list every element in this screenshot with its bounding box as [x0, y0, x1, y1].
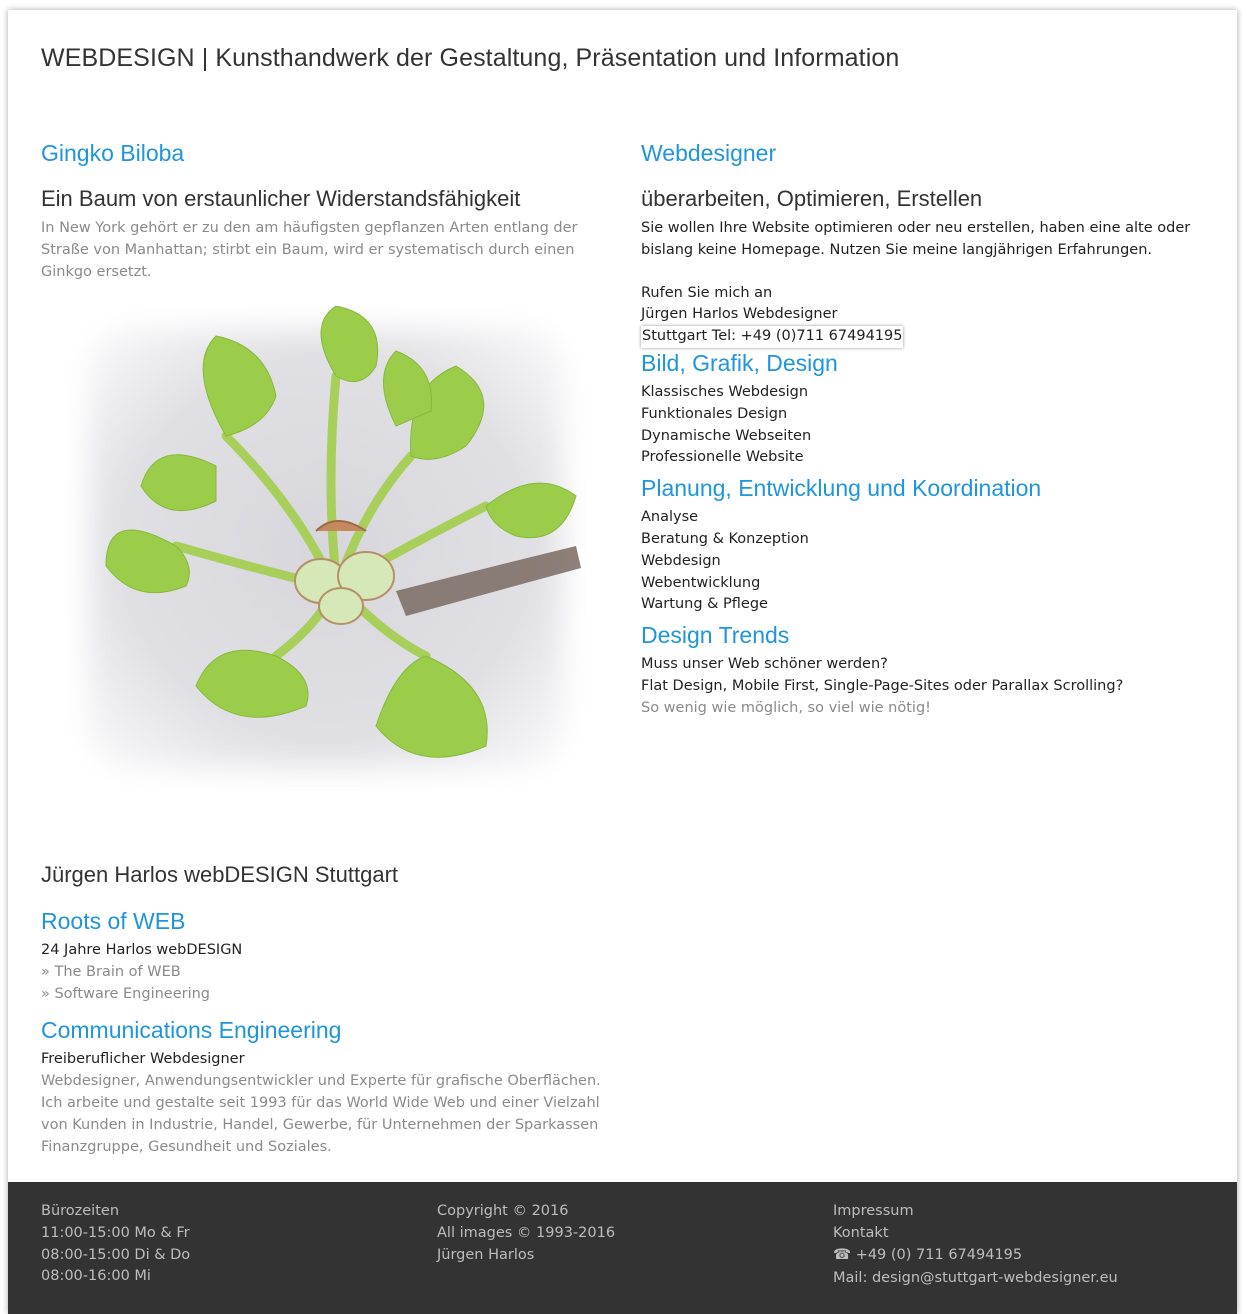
roots-text: [41, 940, 606, 1005]
trends-text: [641, 654, 1206, 719]
office-hours-line: 08:00-16:00 Mi: [41, 1268, 151, 1285]
footer: [8, 1182, 1237, 1314]
trends-line: Muss unser Web schöner werden?: [641, 656, 888, 673]
software-engineering-link[interactable]: » Software Engineering: [41, 985, 211, 1002]
comm-line: Ich arbeite und gestalte seit 1993 für das World Wide Web und einer Vielzahl: [41, 1094, 600, 1111]
contact-links: [833, 1201, 1118, 1290]
contact-text: [641, 283, 1206, 348]
office-hours-line: 08:00-15:00 Di & Do: [41, 1246, 191, 1263]
list-item: Professionelle Website: [641, 449, 804, 466]
intro-line: Sie wollen Ihre Website optimieren oder neu erstellen, haben eine alte oder: [641, 220, 1191, 236]
list-item: Klassisches Webdesign: [641, 383, 809, 400]
gingko-text-line: In New York gehört er zu den am häufigsten gepflanzen Arten entlang der: [41, 220, 578, 236]
kontakt-link[interactable]: Kontakt: [833, 1224, 889, 1241]
office-hours: [41, 1201, 190, 1288]
footer-phone: [833, 1245, 1118, 1267]
trends-line: So wenig wie möglich, so viel wie nötig!: [641, 699, 931, 716]
footer-phone-number: +49 (0) 711 67494195: [855, 1246, 1023, 1263]
right-column: [641, 138, 1206, 720]
webdesigner-subheading: überarbeiten, Optimieren, Erstellen: [641, 186, 983, 211]
phone-number[interactable]: Stuttgart Tel: +49 (0)711 67494195: [641, 326, 903, 348]
trends-heading: Design Trends: [641, 622, 790, 649]
list-item: Wartung & Pflege: [641, 596, 768, 613]
roots-line: 24 Jahre Harlos webDESIGN: [41, 942, 243, 958]
impressum-link[interactable]: Impressum: [833, 1203, 914, 1219]
comm-text: [41, 1049, 606, 1158]
bild-list: [641, 382, 1206, 469]
bild-heading: Bild, Grafik, Design: [641, 349, 838, 376]
planung-heading: Planung, Entwicklung und Koordination: [641, 475, 1042, 502]
comm-line: Finanzgruppe, Gesundheit und Soziales.: [41, 1138, 332, 1155]
planung-list: [641, 507, 1206, 616]
comm-line: Webdesigner, Anwendungsentwickler und Experte für grafische Oberflächen.: [41, 1073, 601, 1090]
list-item: Beratung & Konzeption: [641, 530, 809, 547]
contact-line: Rufen Sie mich an: [641, 284, 773, 301]
list-item: Webdesign: [641, 552, 721, 569]
webdesigner-heading: Webdesigner: [641, 140, 777, 166]
ginkgo-image: [66, 306, 586, 791]
site-title: WEBDESIGN | Kunsthandwerk der Gestaltung, Präsentation und Information: [41, 44, 900, 72]
list-item: Analyse: [641, 509, 699, 526]
copyright-line: All images © 1993-2016: [437, 1224, 616, 1241]
list-item: Webentwicklung: [641, 574, 761, 591]
gingko-heading: Gingko Biloba: [41, 140, 185, 166]
gingko-text-line: Straße von Manhattan; stirbt ein Baum, wird er systematisch durch einen: [41, 241, 575, 258]
list-item: Dynamische Webseiten: [641, 427, 812, 444]
copyright-block: [437, 1201, 615, 1266]
comm-line: Freiberuflicher Webdesigner: [41, 1051, 245, 1068]
comm-line: von Kunden in Industrie, Handel, Gewerbe, für Unternehmen der Sparkassen: [41, 1116, 599, 1133]
gingko-text-line: Ginkgo ersetzt.: [41, 263, 152, 280]
mail-link[interactable]: Mail: design@stuttgart-webdesigner.eu: [833, 1270, 1118, 1287]
office-hours-line: 11:00-15:00 Mo & Fr: [41, 1224, 190, 1241]
contact-line: Jürgen Harlos Webdesigner: [641, 306, 838, 323]
gingko-subheading: Ein Baum von erstaunlicher Widerstandsfähigkeit: [41, 186, 521, 211]
intro-line: bislang keine Homepage. Nutzen Sie meine langjährigen Erfahrungen.: [641, 241, 1153, 258]
phone-icon: ☎: [833, 1246, 852, 1263]
list-item: Funktionales Design: [641, 405, 788, 422]
left-column: [41, 138, 606, 283]
company-subheading: Jürgen Harlos webDESIGN Stuttgart: [41, 862, 399, 887]
comm-heading: Communications Engineering: [41, 1017, 342, 1044]
office-hours-title: Bürozeiten: [41, 1203, 120, 1219]
gingko-text: [41, 218, 606, 283]
page: [8, 10, 1237, 1314]
left-bottom-column: [41, 860, 606, 1158]
roots-heading: Roots of WEB: [41, 908, 186, 934]
copyright-line: Jürgen Harlos: [437, 1246, 535, 1263]
copyright-line: Copyright © 2016: [437, 1203, 569, 1219]
intro-text: [641, 218, 1206, 262]
trends-line: Flat Design, Mobile First, Single-Page-Sites oder Parallax Scrolling?: [641, 677, 1124, 694]
ginkgo-illustration: [66, 306, 586, 791]
brain-of-web-link[interactable]: » The Brain of WEB: [41, 963, 181, 980]
